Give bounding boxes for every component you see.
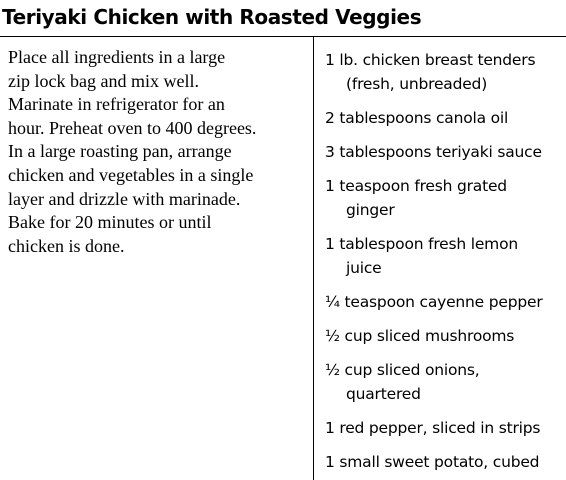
- ingredient-item: [325, 140, 566, 164]
- instruction-line: chicken and vegetables in a single: [8, 164, 254, 185]
- ingredient-line: 2 tablespoons canola oil: [325, 109, 509, 127]
- ingredient-line: quartered: [346, 385, 421, 403]
- ingredient-item: [325, 324, 566, 348]
- ingredient-item: [325, 450, 566, 474]
- instruction-line: zip lock bag and mix well.: [8, 70, 199, 91]
- recipe-title: Teriyaki Chicken with Roasted Veggies: [2, 5, 422, 29]
- instruction-line: Place all ingredients in a large: [8, 47, 226, 67]
- ingredient-line: ½ cup sliced mushrooms: [325, 327, 515, 345]
- ingredient-line: ½ cup sliced onions,: [325, 361, 480, 379]
- instruction-line: layer and drizzle with marinade.: [8, 188, 241, 209]
- ingredient-line: 1 tablespoon fresh lemon: [325, 235, 518, 253]
- instructions-text: [8, 46, 308, 258]
- ingredient-item: [325, 106, 566, 130]
- ingredient-item: [325, 290, 566, 314]
- ingredient-line: ¼ teaspoon cayenne pepper: [325, 293, 543, 311]
- ingredient-line: 1 red pepper, sliced in strips: [325, 419, 541, 437]
- ingredient-line: 3 tablespoons teriyaki sauce: [325, 143, 542, 161]
- ingredient-line: 1 lb. chicken breast tenders: [325, 51, 536, 69]
- ingredient-item: [325, 48, 566, 96]
- instruction-line: Bake for 20 minutes or until: [8, 212, 212, 233]
- ingredient-item: [325, 416, 566, 440]
- ingredient-line: ginger: [346, 201, 395, 219]
- ingredient-item: [325, 174, 566, 222]
- instruction-line: In a large roasting pan, arrange: [8, 141, 232, 162]
- ingredient-line: juice: [346, 259, 382, 277]
- column-divider: [313, 37, 314, 480]
- ingredient-line: (fresh, unbreaded): [346, 75, 488, 93]
- instruction-line: chicken is done.: [8, 235, 125, 256]
- instruction-line: Marinate in refrigerator for an: [8, 94, 225, 115]
- ingredient-line: 1 teaspoon fresh grated: [325, 177, 507, 195]
- ingredient-item: [325, 232, 566, 280]
- title-rule: [0, 36, 566, 37]
- ingredient-line: 1 small sweet potato, cubed: [325, 453, 540, 471]
- ingredient-item: [325, 358, 566, 406]
- instruction-line: hour. Preheat oven to 400 degrees.: [8, 117, 257, 138]
